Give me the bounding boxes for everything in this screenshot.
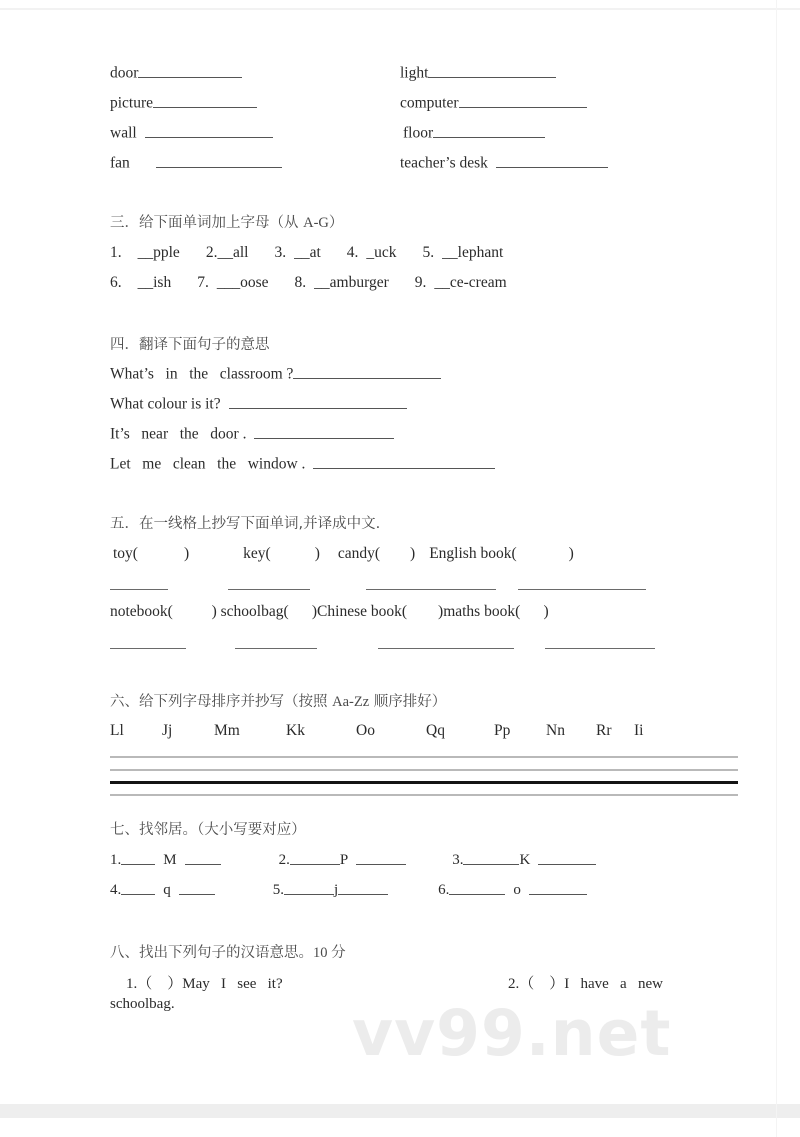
neighbour-blank-5-after[interactable] bbox=[338, 880, 388, 895]
section-three-row-2 bbox=[110, 274, 507, 292]
item-text-7[interactable]: ___oose bbox=[216, 274, 269, 291]
item-text-6[interactable]: __ish bbox=[137, 274, 172, 291]
item-text-4[interactable]: _uck bbox=[366, 244, 397, 261]
vocab-blank-computer[interactable] bbox=[459, 93, 587, 108]
letter-pair-Ll: Ll bbox=[110, 722, 124, 739]
section-eight-heading-score: 10 分 bbox=[313, 945, 346, 961]
neighbour-letter-K: K bbox=[519, 851, 531, 868]
neighbour-blank-1-before[interactable] bbox=[121, 850, 155, 865]
letter-pair-Ii: Ii bbox=[634, 722, 644, 739]
item-number-8: 8. bbox=[294, 274, 307, 291]
item-text-9[interactable]: __ce-cream bbox=[434, 274, 507, 291]
vocab-blank-fan[interactable] bbox=[156, 153, 282, 168]
writing-staff-line-1 bbox=[110, 756, 738, 758]
section-five-words-row-2: notebook( ) schoolbag( )Chinese book( )maths book( ) bbox=[110, 603, 549, 620]
neighbour-num-3: 3. bbox=[452, 851, 464, 868]
translation-blank-4[interactable] bbox=[313, 454, 495, 469]
neighbour-letter-M: M bbox=[163, 851, 177, 868]
neighbour-blank-2-before[interactable] bbox=[290, 850, 340, 865]
neighbour-letter-P: P bbox=[339, 851, 349, 868]
item-number-3: 3. bbox=[274, 244, 287, 261]
letter-pair-Kk: Kk bbox=[286, 722, 305, 739]
section-three-heading bbox=[110, 211, 343, 232]
section-six-heading-tail: 顺序排好） bbox=[369, 694, 447, 710]
neighbour-blank-5-before[interactable] bbox=[284, 880, 334, 895]
vocab-word-teachers-desk: teacher’s desk bbox=[400, 154, 488, 172]
copy-rule-4[interactable] bbox=[518, 589, 646, 590]
translation-blank-1[interactable] bbox=[293, 364, 441, 379]
vocab-blank-wall[interactable] bbox=[145, 123, 273, 138]
vocab-word-computer: computer bbox=[400, 94, 459, 112]
vocab-row-light bbox=[400, 63, 556, 82]
section-eight-item-2-continuation: schoolbag. bbox=[110, 996, 175, 1012]
section-three-heading-range: A-G bbox=[303, 215, 329, 231]
copy-rule-3[interactable] bbox=[366, 589, 496, 590]
neighbour-num-2: 2. bbox=[278, 851, 290, 868]
letter-pair-Mm: Mm bbox=[214, 722, 240, 739]
vocab-row-computer bbox=[400, 93, 587, 112]
vocab-blank-picture[interactable] bbox=[153, 93, 257, 108]
copy-rule-2[interactable] bbox=[228, 589, 310, 590]
neighbour-blank-4-after[interactable] bbox=[179, 880, 215, 895]
sentence-text-1: What’s in the classroom ? bbox=[110, 365, 294, 383]
letter-pair-Jj: Jj bbox=[162, 722, 173, 739]
vocab-blank-light[interactable] bbox=[428, 63, 556, 78]
letter-pair-Pp: Pp bbox=[494, 722, 511, 739]
vocab-word-door: door bbox=[110, 64, 139, 82]
section-seven-heading: 七、找邻居。（大小写要对应） bbox=[110, 822, 306, 838]
neighbour-num-4: 4. bbox=[110, 881, 122, 898]
section-six-heading-range: Aa-Zz bbox=[332, 694, 370, 710]
translation-blank-2[interactable] bbox=[229, 394, 407, 409]
vocab-word-picture: picture bbox=[110, 94, 154, 112]
letter-pair-Nn: Nn bbox=[546, 722, 565, 739]
translation-blank-3[interactable] bbox=[254, 424, 394, 439]
item-text-2[interactable]: __all bbox=[217, 244, 249, 261]
writing-staff-line-2 bbox=[110, 769, 738, 771]
section-six-heading-text: 六、给下列字母排序并抄写（按照 bbox=[110, 694, 333, 710]
section-seven-row-1 bbox=[110, 850, 596, 869]
word-key: key( bbox=[243, 545, 271, 562]
vocab-word-light: light bbox=[400, 64, 429, 82]
vocab-word-fan: fan bbox=[110, 154, 130, 172]
vocab-row-floor bbox=[403, 123, 545, 142]
item-number-2: 2. bbox=[205, 244, 218, 261]
letter-pair-Oo: Oo bbox=[356, 722, 375, 739]
item-text-5[interactable]: __lephant bbox=[442, 244, 504, 261]
neighbour-letter-j: j bbox=[334, 881, 339, 898]
section-four-item-3 bbox=[110, 424, 394, 443]
section-eight-heading-text: 八、找出下列句子的汉语意思。 bbox=[110, 945, 313, 961]
writing-staff-line-4 bbox=[110, 794, 738, 796]
word-candy-close: ) bbox=[410, 545, 416, 562]
sentence-text-2: What colour is it? bbox=[110, 395, 221, 413]
vocab-word-floor: floor bbox=[403, 124, 434, 142]
item-number-7: 7. bbox=[197, 274, 209, 291]
section-five-heading: 五．在一线格上抄写下面单词,并译成中文. bbox=[110, 516, 381, 532]
section-seven-row-2 bbox=[110, 880, 587, 899]
vocab-row-picture bbox=[110, 93, 257, 112]
section-four-item-1 bbox=[110, 364, 441, 383]
section-three-heading-tail: ） bbox=[328, 215, 344, 231]
sentence-text-3: It’s near the door . bbox=[110, 425, 247, 443]
item-text-8[interactable]: __amburger bbox=[314, 274, 389, 291]
word-candy: candy( bbox=[337, 545, 381, 562]
word-english-book: English book( bbox=[429, 545, 517, 562]
scan-bottom-band bbox=[0, 1104, 800, 1118]
item-number-6: 6. bbox=[110, 274, 122, 291]
copy-rule-8[interactable] bbox=[545, 648, 655, 649]
item-number-4: 4. bbox=[346, 244, 359, 261]
neighbour-num-1: 1. bbox=[110, 851, 122, 868]
vocab-row-teachers-desk bbox=[400, 153, 608, 172]
neighbour-blank-4-before[interactable] bbox=[121, 880, 155, 895]
vocab-blank-teachers-desk[interactable] bbox=[496, 153, 608, 168]
writing-staff-line-3 bbox=[110, 781, 738, 784]
scan-right-edge bbox=[776, 0, 777, 1137]
vocab-word-wall: wall bbox=[110, 124, 137, 142]
copy-rule-6[interactable] bbox=[235, 648, 317, 649]
neighbour-blank-2-after[interactable] bbox=[356, 850, 406, 865]
letter-pair-Rr: Rr bbox=[596, 722, 612, 739]
copy-rule-7[interactable] bbox=[378, 648, 514, 649]
word-toy-close: ) bbox=[183, 545, 190, 562]
section-eight-item-2[interactable]: 2.（ ）I have a new bbox=[508, 976, 663, 992]
item-number-5: 5. bbox=[422, 244, 435, 261]
copy-rule-5[interactable] bbox=[110, 648, 186, 649]
item-number-9: 9. bbox=[414, 274, 427, 291]
section-eight-heading bbox=[110, 941, 346, 962]
copy-rule-1[interactable] bbox=[110, 589, 168, 590]
item-number-1: 1. bbox=[110, 244, 122, 261]
item-text-3[interactable]: __at bbox=[294, 244, 321, 261]
vocab-blank-floor[interactable] bbox=[433, 123, 545, 138]
neighbour-letter-q: q bbox=[163, 881, 171, 898]
section-six-letters-row bbox=[110, 722, 643, 740]
neighbour-num-6: 6. bbox=[438, 881, 450, 898]
neighbour-blank-6-after[interactable] bbox=[529, 880, 587, 895]
watermark-text: vv99.net bbox=[352, 997, 672, 1070]
section-five-words-row-1 bbox=[113, 545, 574, 563]
vocab-row-fan bbox=[110, 153, 282, 172]
section-three-heading-text: 三．给下面单词加上字母（从 bbox=[110, 215, 304, 231]
section-four-item-4 bbox=[110, 454, 495, 473]
section-three-row-1 bbox=[110, 244, 503, 262]
word-english-book-close: ) bbox=[568, 545, 574, 562]
vocab-row-door bbox=[110, 63, 242, 82]
neighbour-blank-3-before[interactable] bbox=[463, 850, 519, 865]
section-six-heading bbox=[110, 690, 446, 711]
neighbour-num-5: 5. bbox=[272, 881, 284, 898]
letter-pair-Qq: Qq bbox=[426, 722, 445, 739]
vocab-row-wall bbox=[110, 123, 273, 142]
scan-top-edge bbox=[0, 8, 800, 10]
word-key-close: ) bbox=[314, 545, 320, 562]
neighbour-blank-3-after[interactable] bbox=[538, 850, 596, 865]
item-text-1[interactable]: __pple bbox=[137, 244, 180, 261]
neighbour-blank-1-after[interactable] bbox=[185, 850, 221, 865]
neighbour-letter-o: o bbox=[513, 881, 521, 898]
vocab-blank-door[interactable] bbox=[138, 63, 242, 78]
section-four-heading: 四．翻译下面句子的意思 bbox=[110, 337, 270, 353]
word-toy: toy( bbox=[113, 545, 138, 562]
neighbour-blank-6-before[interactable] bbox=[449, 880, 505, 895]
section-four-item-2 bbox=[110, 394, 407, 413]
sentence-text-4: Let me clean the window . bbox=[110, 455, 306, 473]
section-eight-item-1[interactable]: 1.（ ）May I see it? bbox=[126, 976, 283, 992]
